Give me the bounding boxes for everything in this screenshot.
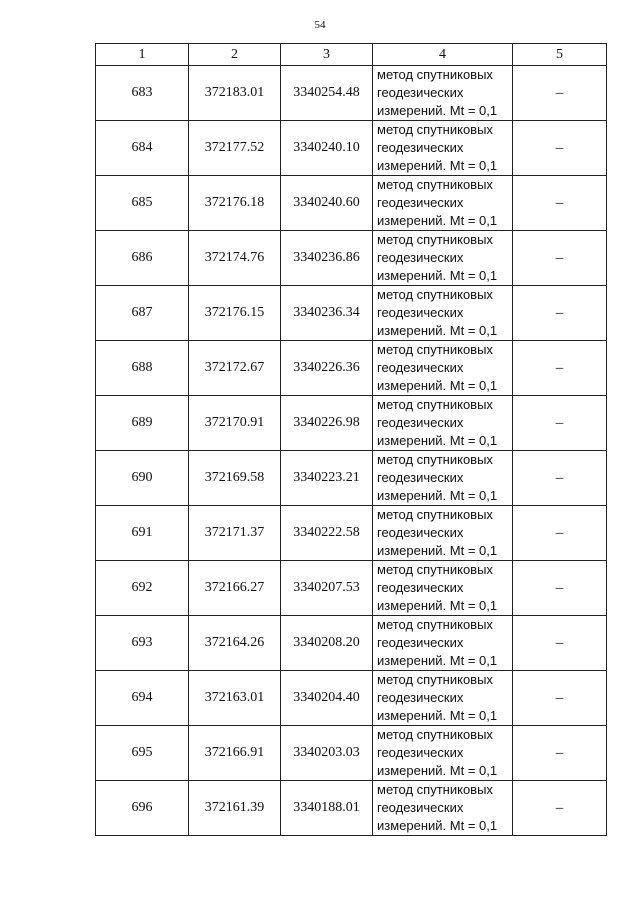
method-line: метод спутниковых: [377, 122, 493, 137]
dash-mark: –: [555, 579, 564, 596]
point-number-cell: 696: [96, 781, 189, 836]
x-coordinate-cell: 372161.39: [189, 781, 281, 836]
method-line: измерений. Mt = 0,1: [377, 818, 498, 833]
x-coordinate-cell: 372183.01: [189, 66, 281, 121]
dash-mark: –: [555, 359, 564, 376]
table-row: [96, 616, 607, 671]
dash-mark: –: [555, 744, 564, 761]
x-coordinate-cell: 372172.67: [189, 341, 281, 396]
method-line: геодезических: [377, 140, 464, 155]
point-number-cell: 686: [96, 231, 189, 286]
table-row: [96, 561, 607, 616]
col5-cell: [513, 231, 607, 286]
point-number-cell: 689: [96, 396, 189, 451]
y-coordinate-cell: 3340208.20: [281, 616, 373, 671]
method-cell: [373, 341, 513, 396]
method-line: измерений. Mt = 0,1: [377, 708, 498, 723]
method-line: геодезических: [377, 635, 464, 650]
y-coordinate-cell: 3340204.40: [281, 671, 373, 726]
y-coordinate-cell: 3340236.34: [281, 286, 373, 341]
method-line: метод спутниковых: [377, 782, 493, 797]
method-line: метод спутниковых: [377, 177, 493, 192]
method-cell: [373, 451, 513, 506]
x-coordinate-cell: 372170.91: [189, 396, 281, 451]
x-coordinate-cell: 372166.91: [189, 726, 281, 781]
table-row: [96, 726, 607, 781]
col5-cell: [513, 671, 607, 726]
method-line: геодезических: [377, 745, 464, 760]
x-coordinate-cell: 372166.27: [189, 561, 281, 616]
dash-mark: –: [555, 524, 564, 541]
method-cell: [373, 231, 513, 286]
method-line: метод спутниковых: [377, 232, 493, 247]
y-coordinate-cell: 3340226.36: [281, 341, 373, 396]
col5-cell: [513, 451, 607, 506]
method-cell: [373, 561, 513, 616]
y-coordinate-cell: 3340223.21: [281, 451, 373, 506]
col5-cell: [513, 66, 607, 121]
table-row: [96, 396, 607, 451]
col5-cell: [513, 781, 607, 836]
method-cell: [373, 121, 513, 176]
point-number-cell: 685: [96, 176, 189, 231]
x-coordinate-cell: 372176.15: [189, 286, 281, 341]
method-line: геодезических: [377, 305, 464, 320]
method-line: измерений. Mt = 0,1: [377, 268, 498, 283]
header-col-1: 1: [96, 44, 189, 66]
y-coordinate-cell: 3340222.58: [281, 506, 373, 561]
header-col-3: 3: [281, 44, 373, 66]
point-number-cell: 694: [96, 671, 189, 726]
method-line: измерений. Mt = 0,1: [377, 213, 498, 228]
x-coordinate-cell: 372177.52: [189, 121, 281, 176]
method-line: измерений. Mt = 0,1: [377, 653, 498, 668]
table-row: [96, 66, 607, 121]
x-coordinate-cell: 372163.01: [189, 671, 281, 726]
method-line: геодезических: [377, 360, 464, 375]
y-coordinate-cell: 3340240.60: [281, 176, 373, 231]
method-line: метод спутниковых: [377, 342, 493, 357]
method-cell: [373, 176, 513, 231]
coordinates-table: [95, 43, 607, 836]
header-row: [96, 44, 607, 66]
dash-mark: –: [555, 304, 564, 321]
method-line: метод спутниковых: [377, 562, 493, 577]
table-row: [96, 781, 607, 836]
point-number-cell: 684: [96, 121, 189, 176]
x-coordinate-cell: 372169.58: [189, 451, 281, 506]
method-cell: [373, 396, 513, 451]
method-line: геодезических: [377, 85, 464, 100]
method-line: геодезических: [377, 690, 464, 705]
y-coordinate-cell: 3340236.86: [281, 231, 373, 286]
point-number-cell: 691: [96, 506, 189, 561]
table-row: [96, 506, 607, 561]
point-number-cell: 692: [96, 561, 189, 616]
method-cell: [373, 726, 513, 781]
dash-mark: –: [555, 414, 564, 431]
method-line: измерений. Mt = 0,1: [377, 433, 498, 448]
table-row: [96, 341, 607, 396]
table-row: [96, 121, 607, 176]
method-line: геодезических: [377, 525, 464, 540]
x-coordinate-cell: 372176.18: [189, 176, 281, 231]
method-line: измерений. Mt = 0,1: [377, 323, 498, 338]
point-number-cell: 693: [96, 616, 189, 671]
method-line: измерений. Mt = 0,1: [377, 598, 498, 613]
y-coordinate-cell: 3340203.03: [281, 726, 373, 781]
method-cell: [373, 671, 513, 726]
col5-cell: [513, 341, 607, 396]
method-line: метод спутниковых: [377, 507, 493, 522]
method-line: измерений. Mt = 0,1: [377, 158, 498, 173]
x-coordinate-cell: 372174.76: [189, 231, 281, 286]
y-coordinate-cell: 3340188.01: [281, 781, 373, 836]
table-body: [96, 66, 607, 836]
y-coordinate-cell: 3340254.48: [281, 66, 373, 121]
table-row: [96, 176, 607, 231]
method-line: геодезических: [377, 250, 464, 265]
method-line: измерений. Mt = 0,1: [377, 763, 498, 778]
page-number: 54: [314, 19, 326, 31]
dash-mark: –: [555, 249, 564, 266]
dash-mark: –: [555, 139, 564, 156]
dash-mark: –: [555, 689, 564, 706]
col5-cell: [513, 726, 607, 781]
method-line: измерений. Mt = 0,1: [377, 103, 498, 118]
table-row: [96, 671, 607, 726]
dash-mark: –: [555, 84, 564, 101]
y-coordinate-cell: 3340207.53: [281, 561, 373, 616]
header-col-4: 4: [373, 44, 513, 66]
method-cell: [373, 286, 513, 341]
method-line: метод спутниковых: [377, 67, 493, 82]
col5-cell: [513, 561, 607, 616]
y-coordinate-cell: 3340240.10: [281, 121, 373, 176]
method-cell: [373, 781, 513, 836]
method-line: геодезических: [377, 415, 464, 430]
dash-mark: –: [555, 799, 564, 816]
x-coordinate-cell: 372171.37: [189, 506, 281, 561]
table-row: [96, 286, 607, 341]
method-line: метод спутниковых: [377, 727, 493, 742]
method-cell: [373, 506, 513, 561]
method-line: измерений. Mt = 0,1: [377, 543, 498, 558]
point-number-cell: 688: [96, 341, 189, 396]
method-line: геодезических: [377, 470, 464, 485]
dash-mark: –: [555, 469, 564, 486]
method-line: измерений. Mt = 0,1: [377, 488, 498, 503]
header-col-5: 5: [513, 44, 607, 66]
method-line: метод спутниковых: [377, 287, 493, 302]
method-cell: [373, 66, 513, 121]
col5-cell: [513, 396, 607, 451]
dash-mark: –: [555, 194, 564, 211]
point-number-cell: 695: [96, 726, 189, 781]
y-coordinate-cell: 3340226.98: [281, 396, 373, 451]
method-line: метод спутниковых: [377, 452, 493, 467]
method-line: метод спутниковых: [377, 617, 493, 632]
method-cell: [373, 616, 513, 671]
header-col-2: 2: [189, 44, 281, 66]
x-coordinate-cell: 372164.26: [189, 616, 281, 671]
method-line: геодезических: [377, 800, 464, 815]
method-line: геодезических: [377, 195, 464, 210]
point-number-cell: 690: [96, 451, 189, 506]
col5-cell: [513, 286, 607, 341]
col5-cell: [513, 121, 607, 176]
method-line: геодезических: [377, 580, 464, 595]
col5-cell: [513, 176, 607, 231]
dash-mark: –: [555, 634, 564, 651]
method-line: метод спутниковых: [377, 397, 493, 412]
col5-cell: [513, 616, 607, 671]
method-line: измерений. Mt = 0,1: [377, 378, 498, 393]
point-number-cell: 683: [96, 66, 189, 121]
col5-cell: [513, 506, 607, 561]
table-row: [96, 451, 607, 506]
table-row: [96, 231, 607, 286]
point-number-cell: 687: [96, 286, 189, 341]
method-line: метод спутниковых: [377, 672, 493, 687]
